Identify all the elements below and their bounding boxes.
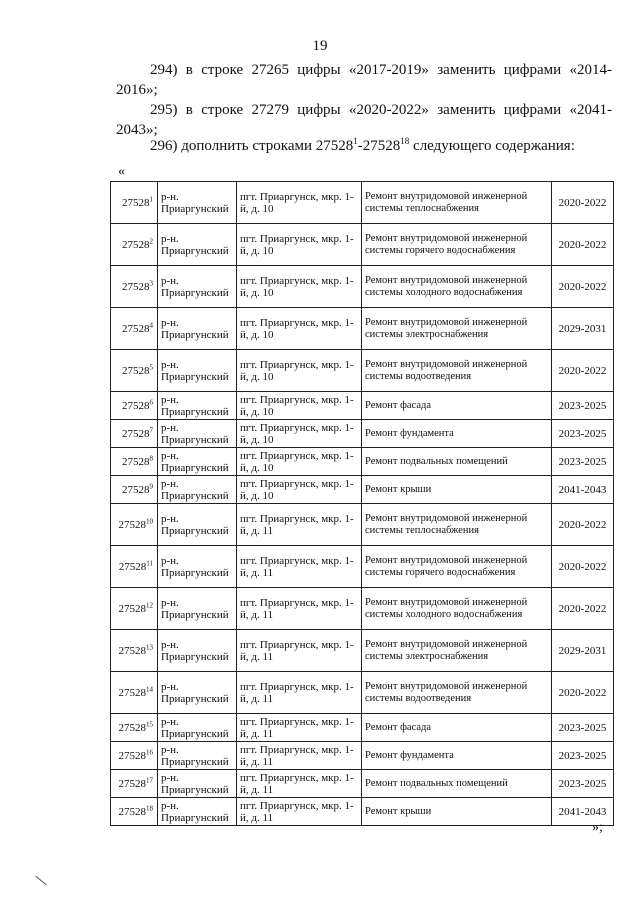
work-type-cell-text: Ремонт крыши — [365, 805, 432, 817]
district-cell — [158, 714, 237, 742]
table-row — [111, 770, 614, 798]
paragraph-296-mid: -27528 — [357, 138, 401, 154]
address-cell-text: пгт. Приаргунск, мкр. 1-й, д. 10 — [240, 274, 354, 299]
row-number-superscript: 15 — [146, 719, 153, 728]
address-cell — [237, 546, 362, 588]
work-type-cell — [362, 770, 552, 798]
row-number-cell — [111, 266, 158, 308]
row-number-cell-text: 27528 — [118, 602, 146, 615]
district-cell-text: р-н. Приаргунский — [161, 232, 229, 257]
district-cell — [158, 588, 237, 630]
address-cell — [237, 266, 362, 308]
row-number-cell-text: 27528 — [122, 196, 150, 209]
row-number-cell-text: 27528 — [122, 322, 150, 335]
row-number-cell — [111, 504, 158, 546]
work-type-cell-text: Ремонт внутридомовой инженерной системы горячего водоснабжения — [365, 554, 528, 578]
work-type-cell — [362, 266, 552, 308]
row-number-cell-text: 27528 — [118, 749, 146, 762]
table-row — [111, 350, 614, 392]
table-row — [111, 588, 614, 630]
row-number-cell — [111, 672, 158, 714]
row-number-superscript: 14 — [146, 684, 153, 693]
table-row — [111, 476, 614, 504]
district-cell-text: р-н. Приаргунский — [161, 393, 229, 418]
work-type-cell — [362, 672, 552, 714]
row-number-superscript: 6 — [149, 397, 153, 406]
paragraph-294-text: 294) в строке 27265 цифры «2017-2019» заменить цифрами «2014-2016»; — [116, 62, 612, 98]
district-cell-text: р-н. Приаргунский — [161, 771, 229, 796]
row-number-cell-text: 27528 — [122, 427, 150, 440]
row-number-cell — [111, 770, 158, 798]
row-number-cell — [111, 798, 158, 826]
row-number-cell-text: 27528 — [118, 721, 146, 734]
table-row — [111, 308, 614, 350]
address-cell — [237, 672, 362, 714]
row-number-cell — [111, 224, 158, 266]
work-type-cell — [362, 224, 552, 266]
row-number-cell-text: 27528 — [122, 483, 150, 496]
row-number-cell — [111, 448, 158, 476]
row-number-cell — [111, 308, 158, 350]
address-cell — [237, 504, 362, 546]
row-number-superscript: 13 — [146, 642, 153, 651]
work-type-cell-text: Ремонт крыши — [365, 483, 432, 495]
work-type-cell — [362, 476, 552, 504]
district-cell — [158, 182, 237, 224]
district-cell — [158, 672, 237, 714]
district-cell — [158, 224, 237, 266]
row-number-cell-text: 27528 — [122, 399, 150, 412]
district-cell-text: р-н. Приаргунский — [161, 715, 229, 740]
district-cell — [158, 546, 237, 588]
row-number-superscript: 10 — [146, 516, 153, 525]
district-cell-text: р-н. Приаргунский — [161, 316, 229, 341]
period-cell-text: 2020-2022 — [558, 518, 607, 531]
period-cell — [552, 266, 614, 308]
period-cell — [552, 546, 614, 588]
period-cell — [552, 392, 614, 420]
period-cell-text: 2029-2031 — [558, 322, 607, 335]
row-number-cell-text: 27528 — [118, 805, 146, 818]
table-row — [111, 672, 614, 714]
row-number-superscript: 9 — [149, 481, 153, 490]
period-cell-text: 2023-2025 — [558, 749, 607, 762]
work-type-cell-text: Ремонт внутридомовой инженерной системы теплоснабжения — [365, 512, 528, 536]
work-type-cell — [362, 308, 552, 350]
work-type-cell-text: Ремонт внутридомовой инженерной системы холодного водоснабжения — [365, 596, 528, 620]
work-type-cell-text: Ремонт фасада — [365, 399, 432, 411]
work-type-cell-text: Ремонт фундамента — [365, 427, 454, 439]
address-cell — [237, 420, 362, 448]
work-type-cell-text: Ремонт подвальных помещений — [365, 777, 508, 789]
period-cell — [552, 448, 614, 476]
period-cell — [552, 504, 614, 546]
district-cell — [158, 308, 237, 350]
row-number-superscript: 8 — [149, 453, 153, 462]
paragraph-296-sup-end: 18 — [400, 136, 410, 146]
row-number-cell-text: 27528 — [122, 280, 150, 293]
address-cell — [237, 742, 362, 770]
address-cell — [237, 392, 362, 420]
row-number-cell — [111, 630, 158, 672]
work-type-cell-text: Ремонт подвальных помещений — [365, 455, 508, 467]
address-cell — [237, 770, 362, 798]
table-row — [111, 420, 614, 448]
row-number-superscript: 3 — [149, 278, 153, 287]
address-cell — [237, 350, 362, 392]
work-type-cell-text: Ремонт фундамента — [365, 749, 454, 761]
address-cell-text: пгт. Приаргунск, мкр. 1-й, д. 10 — [240, 190, 354, 215]
row-number-cell-text: 27528 — [122, 238, 150, 251]
work-type-cell — [362, 588, 552, 630]
paragraph-296-suffix: следующего содержания: — [409, 138, 575, 154]
period-cell-text: 2020-2022 — [558, 686, 607, 699]
address-cell-text: пгт. Приаргунск, мкр. 1-й, д. 10 — [240, 421, 354, 446]
address-cell-text: пгт. Приаргунск, мкр. 1-й, д. 10 — [240, 477, 354, 502]
address-cell — [237, 714, 362, 742]
district-cell — [158, 770, 237, 798]
row-number-cell — [111, 392, 158, 420]
district-cell — [158, 392, 237, 420]
table-row — [111, 448, 614, 476]
work-type-cell-text: Ремонт внутридомовой инженерной системы электроснабжения — [365, 638, 528, 662]
period-cell — [552, 350, 614, 392]
work-type-cell — [362, 392, 552, 420]
row-number-cell — [111, 588, 158, 630]
district-cell — [158, 476, 237, 504]
row-number-cell-text: 27528 — [118, 644, 146, 657]
row-number-superscript: 2 — [149, 236, 153, 245]
district-cell-text: р-н. Приаргунский — [161, 421, 229, 446]
work-type-cell-text: Ремонт внутридомовой инженерной системы теплоснабжения — [365, 190, 528, 214]
district-cell-text: р-н. Приаргунский — [161, 512, 229, 537]
period-cell-text: 2020-2022 — [558, 280, 607, 293]
period-cell — [552, 420, 614, 448]
row-number-cell — [111, 350, 158, 392]
row-number-cell — [111, 420, 158, 448]
row-number-cell-text: 27528 — [122, 364, 150, 377]
paragraph-296-prefix: 296) дополнить строками 27528 — [150, 138, 354, 154]
table-row — [111, 546, 614, 588]
row-number-superscript: 11 — [146, 558, 153, 567]
district-cell-text: р-н. Приаргунский — [161, 680, 229, 705]
address-cell — [237, 476, 362, 504]
district-cell — [158, 630, 237, 672]
district-cell-text: р-н. Приаргунский — [161, 274, 229, 299]
table-row — [111, 224, 614, 266]
period-cell — [552, 308, 614, 350]
scan-mark — [35, 876, 46, 886]
address-cell — [237, 182, 362, 224]
address-cell-text: пгт. Приаргунск, мкр. 1-й, д. 10 — [240, 393, 354, 418]
address-cell-text: пгт. Приаргунск, мкр. 1-й, д. 10 — [240, 316, 354, 341]
address-cell-text: пгт. Приаргунск, мкр. 1-й, д. 11 — [240, 680, 354, 705]
table-row — [111, 630, 614, 672]
table-row — [111, 798, 614, 826]
row-number-cell-text: 27528 — [118, 686, 146, 699]
period-cell — [552, 770, 614, 798]
address-cell-text: пгт. Приаргунск, мкр. 1-й, д. 11 — [240, 771, 354, 796]
address-cell-text: пгт. Приаргунск, мкр. 1-й, д. 11 — [240, 512, 354, 537]
district-cell — [158, 798, 237, 826]
address-cell-text: пгт. Приаргунск, мкр. 1-й, д. 10 — [240, 232, 354, 257]
page-number: 19 — [312, 38, 328, 54]
district-cell — [158, 420, 237, 448]
row-number-superscript: 4 — [149, 320, 153, 329]
period-cell-text: 2020-2022 — [558, 238, 607, 251]
address-cell — [237, 448, 362, 476]
work-type-cell — [362, 798, 552, 826]
work-type-cell — [362, 448, 552, 476]
row-number-cell — [111, 742, 158, 770]
table-row — [111, 182, 614, 224]
period-cell-text: 2023-2025 — [558, 777, 607, 790]
period-cell-text: 2020-2022 — [558, 560, 607, 573]
period-cell — [552, 182, 614, 224]
work-type-cell — [362, 350, 552, 392]
address-cell-text: пгт. Приаргунск, мкр. 1-й, д. 11 — [240, 554, 354, 579]
register-table-body — [111, 182, 614, 826]
district-cell-text: р-н. Приаргунский — [161, 358, 229, 383]
row-number-superscript: 7 — [149, 425, 153, 434]
period-cell-text: 2029-2031 — [558, 644, 607, 657]
work-type-cell-text: Ремонт внутридомовой инженерной системы водоотведения — [365, 358, 528, 382]
row-number-superscript: 12 — [146, 600, 153, 609]
period-cell — [552, 798, 614, 826]
period-cell-text: 2020-2022 — [558, 196, 607, 209]
address-cell-text: пгт. Приаргунск, мкр. 1-й, д. 11 — [240, 596, 354, 621]
address-cell-text: пгт. Приаргунск, мкр. 1-й, д. 10 — [240, 449, 354, 474]
paragraph-295-text: 295) в строке 27279 цифры «2020-2022» заменить цифрами «2041-2043»; — [116, 102, 612, 138]
period-cell-text: 2041-2043 — [558, 805, 607, 818]
period-cell-text: 2020-2022 — [558, 602, 607, 615]
district-cell-text: р-н. Приаргунский — [161, 596, 229, 621]
work-type-cell-text: Ремонт внутридомовой инженерной системы электроснабжения — [365, 316, 528, 340]
address-cell-text: пгт. Приаргунск, мкр. 1-й, д. 11 — [240, 638, 354, 663]
period-cell-text: 2023-2025 — [558, 427, 607, 440]
register-table — [110, 181, 614, 826]
address-cell — [237, 798, 362, 826]
row-number-cell-text: 27528 — [118, 518, 146, 531]
address-cell-text: пгт. Приаргунск, мкр. 1-й, д. 11 — [240, 715, 354, 740]
period-cell — [552, 742, 614, 770]
row-number-cell — [111, 182, 158, 224]
period-cell — [552, 224, 614, 266]
district-cell — [158, 742, 237, 770]
work-type-cell — [362, 420, 552, 448]
row-number-superscript: 16 — [146, 747, 153, 756]
work-type-cell — [362, 546, 552, 588]
period-cell — [552, 672, 614, 714]
district-cell-text: р-н. Приаргунский — [161, 638, 229, 663]
district-cell — [158, 350, 237, 392]
work-type-cell — [362, 504, 552, 546]
district-cell-text: р-н. Приаргунский — [161, 799, 229, 824]
work-type-cell-text: Ремонт внутридомовой инженерной системы водоотведения — [365, 680, 528, 704]
district-cell-text: р-н. Приаргунский — [161, 743, 229, 768]
table-row — [111, 742, 614, 770]
district-cell-text: р-н. Приаргунский — [161, 477, 229, 502]
address-cell — [237, 308, 362, 350]
paragraph-296 — [116, 131, 612, 156]
district-cell-text: р-н. Приаргунский — [161, 449, 229, 474]
work-type-cell-text: Ремонт фасада — [365, 721, 432, 733]
address-cell-text: пгт. Приаргунск, мкр. 1-й, д. 11 — [240, 799, 354, 824]
period-cell — [552, 588, 614, 630]
row-number-superscript: 17 — [146, 775, 153, 784]
work-type-cell — [362, 714, 552, 742]
district-cell-text: р-н. Приаргунский — [161, 554, 229, 579]
table-row — [111, 714, 614, 742]
row-number-cell-text: 27528 — [122, 455, 150, 468]
district-cell — [158, 448, 237, 476]
period-cell — [552, 476, 614, 504]
address-cell — [237, 588, 362, 630]
row-number-cell-text: 27528 — [118, 560, 147, 573]
row-number-cell — [111, 476, 158, 504]
work-type-cell — [362, 742, 552, 770]
period-cell-text: 2023-2025 — [558, 455, 607, 468]
work-type-cell — [362, 630, 552, 672]
period-cell — [552, 630, 614, 672]
table-row — [111, 392, 614, 420]
address-cell — [237, 630, 362, 672]
close-quote: »; — [592, 820, 603, 835]
period-cell-text: 2023-2025 — [558, 399, 607, 412]
period-cell — [552, 714, 614, 742]
row-number-cell — [111, 546, 158, 588]
paragraph-294 — [116, 60, 612, 100]
period-cell-text: 2020-2022 — [558, 364, 607, 377]
row-number-superscript: 1 — [149, 194, 153, 203]
district-cell — [158, 504, 237, 546]
district-cell — [158, 266, 237, 308]
work-type-cell — [362, 182, 552, 224]
open-quote: « — [118, 164, 125, 179]
row-number-superscript: 18 — [146, 803, 153, 812]
row-number-superscript: 5 — [149, 362, 153, 371]
period-cell-text: 2041-2043 — [558, 483, 607, 496]
table-row — [111, 504, 614, 546]
address-cell-text: пгт. Приаргунск, мкр. 1-й, д. 11 — [240, 743, 354, 768]
row-number-cell-text: 27528 — [118, 777, 146, 790]
work-type-cell-text: Ремонт внутридомовой инженерной системы горячего водоснабжения — [365, 232, 528, 256]
row-number-cell — [111, 714, 158, 742]
period-cell-text: 2023-2025 — [558, 721, 607, 734]
paragraph-296-sup-start: 1 — [353, 136, 358, 146]
district-cell-text: р-н. Приаргунский — [161, 190, 229, 215]
address-cell — [237, 224, 362, 266]
table-row — [111, 266, 614, 308]
work-type-cell-text: Ремонт внутридомовой инженерной системы холодного водоснабжения — [365, 274, 528, 298]
address-cell-text: пгт. Приаргунск, мкр. 1-й, д. 10 — [240, 358, 354, 383]
